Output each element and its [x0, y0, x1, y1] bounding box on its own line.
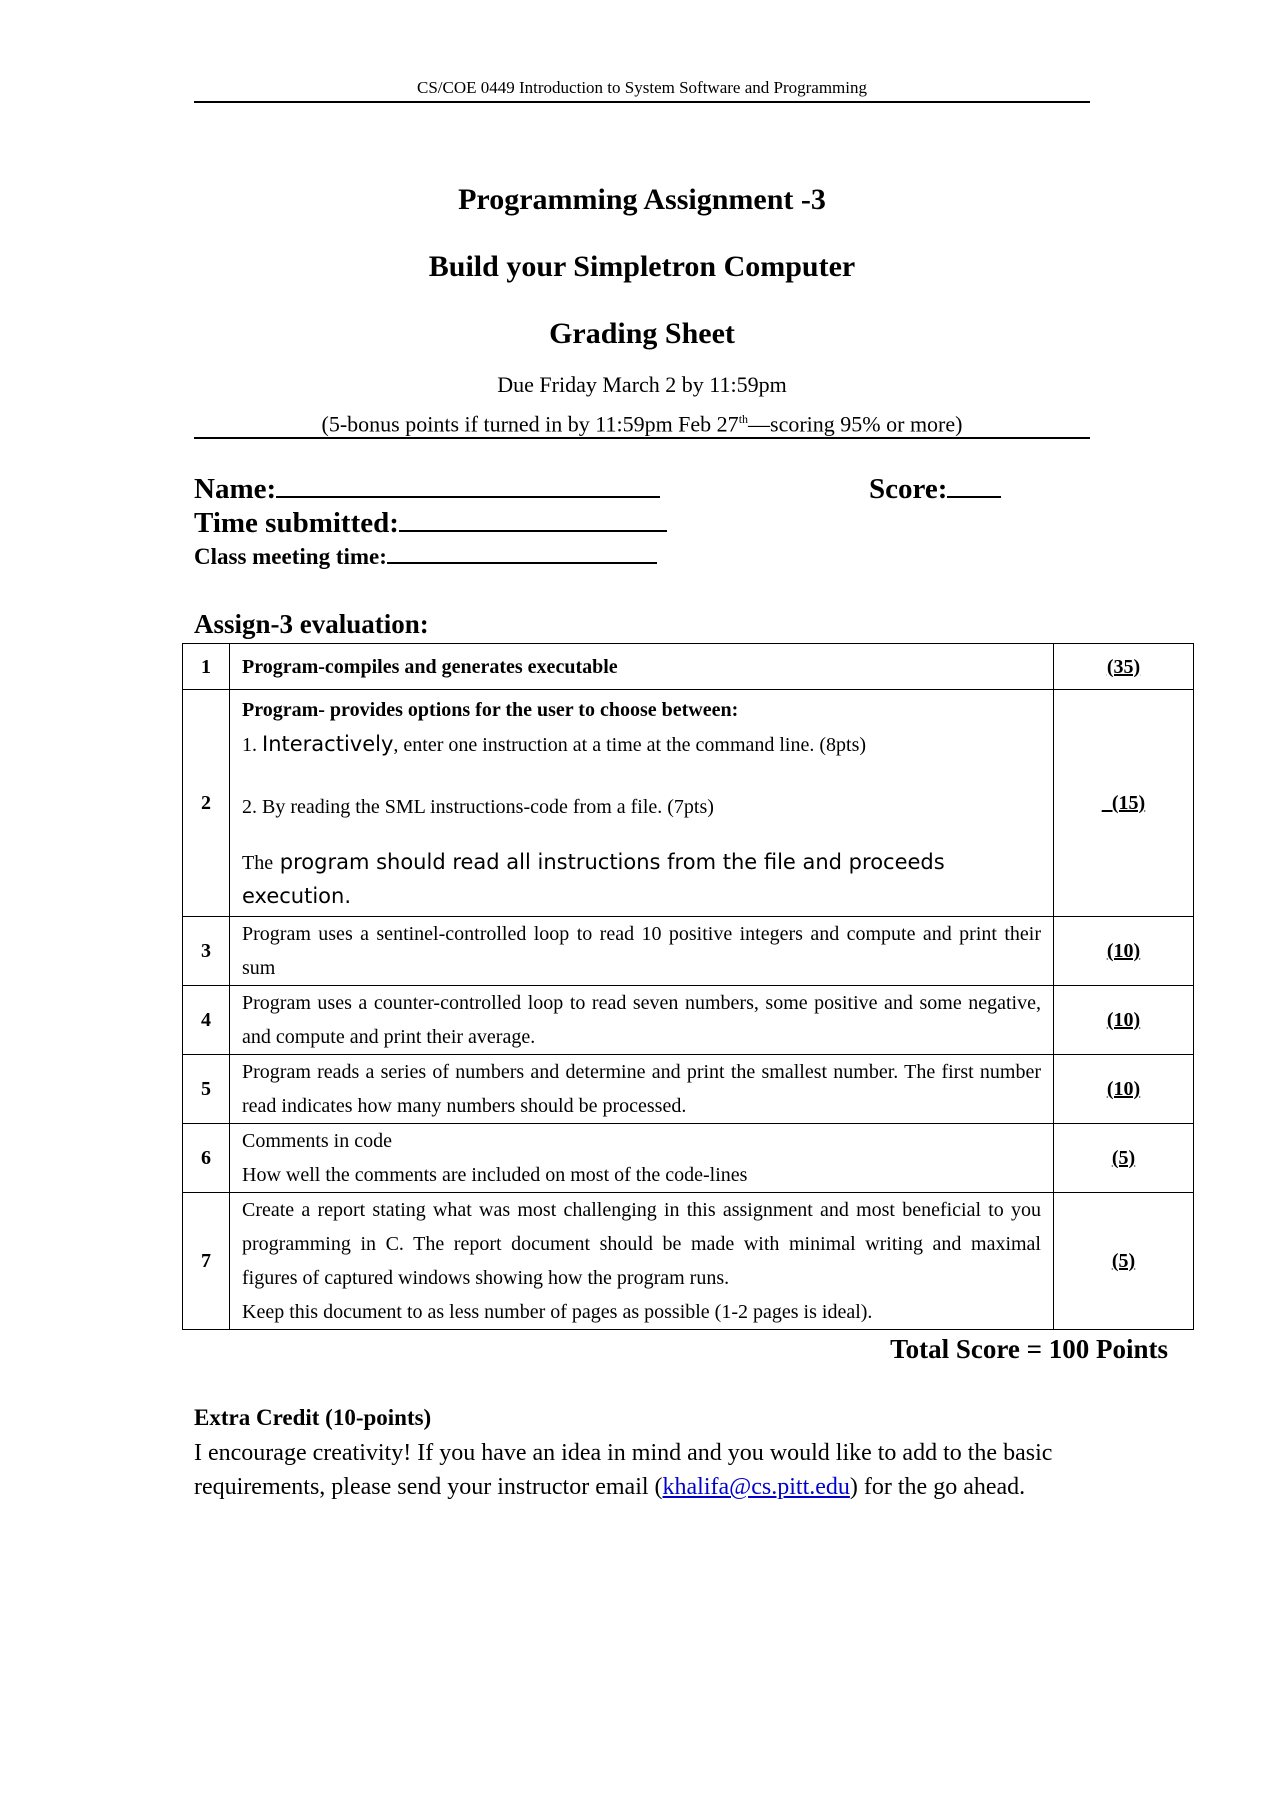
execution-note [242, 846, 1041, 914]
row-points: (35) [1054, 644, 1194, 690]
due-date: Due Friday March 2 by 11:59pm [497, 372, 787, 397]
row-number: 1 [183, 644, 230, 690]
name-label: Name: [194, 473, 277, 505]
row-points: (10) [1054, 917, 1194, 986]
row-text: Comments in code [242, 1130, 392, 1152]
title-divider [194, 437, 1090, 439]
option-interactive [242, 727, 1041, 762]
table-row [183, 1193, 1194, 1330]
table-row [183, 690, 1194, 917]
project-title: Build your Simpletron Computer [428, 250, 856, 283]
row-points: (5) [1054, 1193, 1194, 1330]
extra-credit-title: Extra Credit (10-points) [194, 1405, 432, 1430]
class-time-blank[interactable] [387, 562, 657, 564]
spacer [242, 824, 1041, 846]
time-submitted-field [194, 506, 667, 540]
option-keyword: Interactively [262, 731, 394, 756]
row-text: How well the comments are included on most of the code-lines [242, 1164, 748, 1186]
row-number: 3 [183, 917, 230, 986]
time-submitted-label: Time submitted: [194, 507, 399, 539]
bonus-superscript: th [738, 412, 749, 426]
sheet-title: Grading Sheet [549, 317, 735, 350]
row-heading: Program-compiles and generates executable [242, 655, 618, 678]
bonus-note [194, 406, 1090, 437]
row-text: Program reads a series of numbers and determine and print the smallest number. The first number read indicates how many numbers should be processed. [242, 1061, 1041, 1117]
note-start: The [242, 851, 274, 874]
course-header: CS/COE 0449 Introduction to System Software and Programming [417, 78, 867, 97]
bonus-text-end: —scoring 95% or more) [748, 411, 963, 437]
row-number: 2 [183, 690, 230, 917]
table-row [183, 1124, 1194, 1193]
name-blank[interactable] [276, 496, 660, 498]
row-text: Create a report stating what was most challenging in this assignment and most beneficial to you programming in C. The report document should be made with minimal writing and maximal figures of captured windows showing how the program runs. [242, 1199, 1041, 1289]
class-time-field [194, 542, 657, 572]
table-row [183, 986, 1194, 1055]
row-description [230, 917, 1054, 986]
option-number: 1. [242, 733, 262, 756]
time-submitted-blank[interactable] [399, 530, 667, 532]
extra-credit-body [194, 1436, 1124, 1504]
row-text: Program uses a counter-controlled loop to read seven numbers, some positive and some negative, and compute and print their average. [242, 992, 1041, 1048]
row-text: Program uses a sentinel-controlled loop to read 10 positive integers and compute and print their sum [242, 923, 1041, 979]
rubric-table [182, 643, 1194, 1330]
row-description [230, 986, 1054, 1055]
row-description [230, 1193, 1054, 1330]
total-score: Total Score = 100 Points [890, 1334, 1168, 1364]
row-description [230, 1124, 1054, 1193]
header-divider [194, 101, 1090, 103]
section-title: Assign-3 evaluation: [194, 609, 429, 639]
row-number: 4 [183, 986, 230, 1055]
row-points: (5) [1054, 1124, 1194, 1193]
row-points: (10) [1054, 1055, 1194, 1124]
name-field [194, 472, 660, 506]
row-text: Keep this document to as less number of pages as possible (1-2 pages is ideal). [242, 1301, 873, 1323]
extra-credit-text: I encourage creativity! If you have an idea in mind and you would like to add to the basic requirements, please send your instructor email ( [194, 1440, 1053, 1500]
assignment-title: Programming Assignment -3 [458, 183, 826, 216]
table-row [183, 1055, 1194, 1124]
row-description [230, 644, 1054, 690]
row-points: (10) [1054, 986, 1194, 1055]
score-label: Score: [869, 473, 948, 505]
spacer [242, 762, 1041, 790]
row-number: 5 [183, 1055, 230, 1124]
bonus-text-start: (5-bonus points if turned in by 11:59pm Feb 27 [321, 411, 739, 437]
option-file: 2. By reading the SML instructions-code from a file. (7pts) [242, 795, 714, 818]
row-heading: Program- provides options for the user to choose between: [242, 698, 739, 721]
option-text: , enter one instruction at a time at the command line. (8pts) [393, 733, 867, 756]
class-time-label: Class meeting time: [194, 544, 387, 569]
row-points: _(15) [1054, 690, 1194, 917]
row-description [230, 1055, 1054, 1124]
table-row [183, 644, 1194, 690]
extra-credit-text-end: ) for the go ahead. [849, 1474, 1026, 1500]
row-number: 6 [183, 1124, 230, 1193]
table-row [183, 917, 1194, 986]
row-description [230, 690, 1054, 917]
row-number: 7 [183, 1193, 230, 1330]
instructor-email-link[interactable]: khalifa@cs.pitt.edu [662, 1474, 850, 1500]
score-field [869, 472, 1001, 506]
score-blank[interactable] [947, 496, 1001, 498]
note-text: program should read all instructions from the file and proceeds execution. [242, 849, 945, 908]
